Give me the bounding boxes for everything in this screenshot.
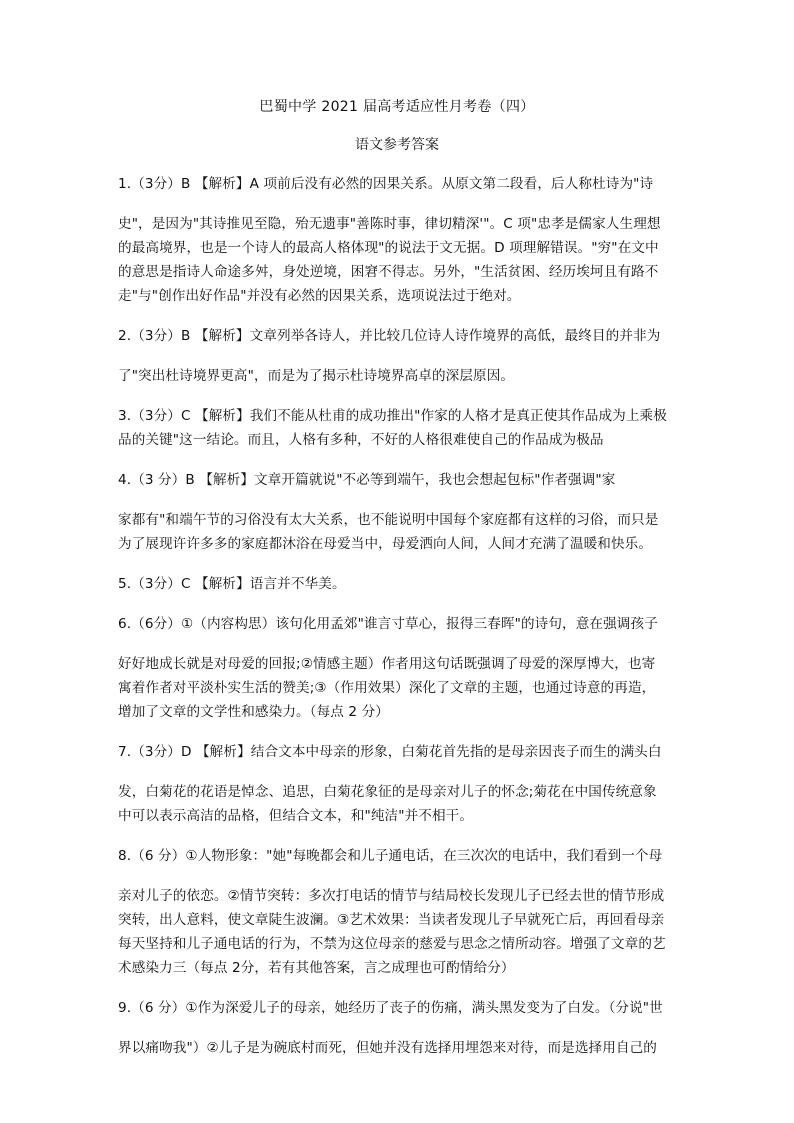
answer-item-4 xyxy=(118,468,678,556)
answer-line: 为了展现许许多多的家庭都沐浴在母爱当中，母爱洒向人间，人间才充满了温暖和快乐。 xyxy=(118,536,653,552)
answer-line: 4.（3 分）B 【解析】文章开篇就说"不必等到端午，我也会想起包标"作者强调"家 xyxy=(118,472,616,488)
page-subtitle: 语文参考答案 xyxy=(355,137,439,153)
answer-line: 2.（3分）B 【解析】文章列举各诗人，并比较几位诗人诗作境界的高低，最终目的并非为 xyxy=(118,328,661,344)
answer-line: 5.（3分）C 【解析】语言并不华美。 xyxy=(118,576,346,592)
answer-line: 寓着作者对平淡朴实生活的赞美;③（作用效果）深化了文章的主题，也通过诗意的再造， xyxy=(118,680,656,696)
answer-line: 1.（3分）B 【解析】A 项前后没有必然的因果关系。从原文第二段看，后人称杜诗为"诗 xyxy=(118,176,654,192)
answer-line: 家都有"和端午节的习俗没有太大关系，也不能说明中国每个家庭都有这样的习俗，而只是 xyxy=(118,512,659,528)
answer-line: 6.（6分）①（内容构思）该句化用孟郊"谁言寸草心，报得三春晖"的诗句，意在强调孩子 xyxy=(118,616,658,632)
answer-line: 9.（6 分）①作为深爱儿子的母亲，她经历了丧子的伤痛，满头黑发变为了白发。（分说"世 xyxy=(118,1000,663,1016)
answer-line: 了"突出杜诗境界更高"，而是为了揭示杜诗境界高卓的深层原因。 xyxy=(118,368,515,384)
answer-line: 的最高境界，也是一个诗人的最高人格体现"的说法于文无据。D 项理解错误。"穷"在文中 xyxy=(118,240,659,256)
answer-line: 界以痛吻我"）②儿子是为碗底村而死，但她并没有选择用埋怨来对待，而是选择用自己的 xyxy=(118,1040,657,1056)
answer-item-9 xyxy=(118,996,678,1060)
answer-item-1 xyxy=(118,172,678,308)
answer-line: 增加了文章的文学性和感染力。（每点 2 分） xyxy=(118,704,389,720)
page-title: 巴蜀中学 2021 届高考适应性月考卷（四） xyxy=(259,99,535,115)
answer-line: 的意思是指诗人命途多舛，身处逆境，困窘不得志。另外，"生活贫困、经历埃坷且有路不 xyxy=(118,264,659,280)
answer-line: 中可以表示高洁的品格，但结合文本，和"纯洁"并不相干。 xyxy=(118,808,474,824)
answer-item-6 xyxy=(118,612,678,724)
answer-item-5 xyxy=(118,572,678,596)
answer-line: 走"与"创作出好作品"并没有必然的因果关系，选项说法过于绝对。 xyxy=(118,288,521,304)
answer-item-8 xyxy=(118,844,678,980)
answer-line: 品的关键"这一结论。而且，人格有多种，不好的人格很难使自己的作品成为极品 xyxy=(118,432,604,448)
answer-line: 术感染力三（每点 2分，若有其他答案，言之成理也可酌情给分） xyxy=(118,960,515,976)
answer-item-2 xyxy=(118,324,678,388)
answer-line: 亲对儿子的依恋。②情节突转：多次打电话的情节与结局校长发现儿子已经去世的情节形成 xyxy=(118,888,665,904)
answer-line: 发，白菊花的花语是悼念、追思，白菊花象征的是母亲对儿子的怀念;菊花在中国传统意象 xyxy=(118,784,657,800)
answer-line: 史"，是因为"其诗推见至隐，殆无遗事"善陈时事，律切精深'"。C 项"忠孝是儒家人生理想 xyxy=(118,216,661,232)
answer-line: 每天坚持和儿子通电话的行为，不禁为这位母亲的慈爱与思念之情所动容。增强了文章的艺 xyxy=(118,936,666,952)
answer-item-7 xyxy=(118,740,678,828)
answer-line: 7.（3分）D 【解析】结合文本中母亲的形象，白菊花首先指的是母亲因丧子而生的满头白 xyxy=(118,744,662,760)
answer-item-3 xyxy=(118,404,678,452)
answer-line: 3.（3分）C 【解析】我们不能从杜甫的成功推出"作家的人格才是真正使其作品成为上乘极 xyxy=(118,408,667,424)
answer-line: 8.（6 分）①人物形象："她"每晚都会和儿子通电话，在三次次的电话中，我们看到一个母 xyxy=(118,848,663,864)
answer-list xyxy=(118,172,678,1060)
answer-line: 突转，出人意料，使文章陡生波澜。③艺术效果：当读者发现儿子早就死亡后，再回看母亲 xyxy=(118,912,665,928)
answer-line: 好好地成长就是对母爱的回报;②情感主题）作者用这句话既强调了母爱的深厚博大，也寄 xyxy=(118,656,656,672)
